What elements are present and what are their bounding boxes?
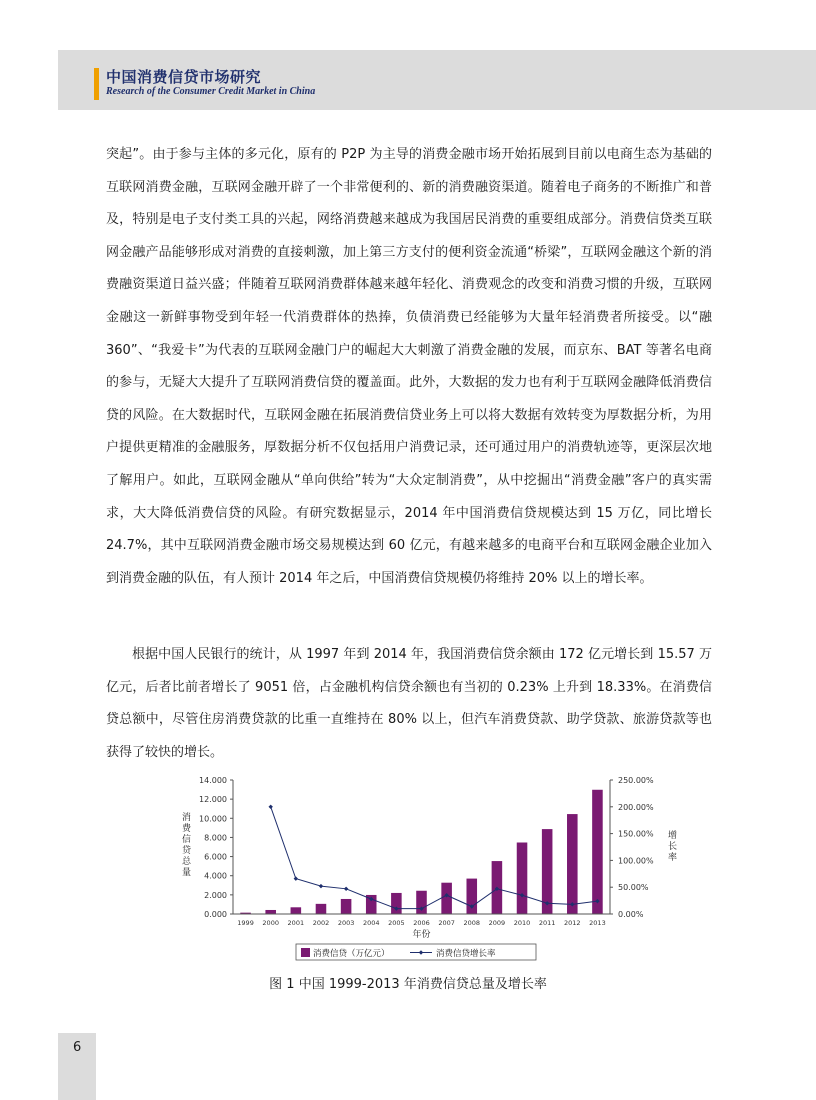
- x-tick-label: 2010: [513, 919, 531, 927]
- y-tick-label: 8.000: [204, 833, 227, 843]
- y-tick-label: 14.000: [199, 776, 227, 785]
- y-tick-label: 12.000: [199, 795, 227, 805]
- header-title-cn: 中国消费信贷市场研究: [106, 68, 262, 86]
- y2-tick-label: 150.00%: [618, 829, 654, 839]
- x-tick-label: 2001: [287, 919, 305, 927]
- bar: [341, 899, 352, 914]
- header-accent-bar: [94, 68, 99, 100]
- paragraph-2: [106, 639, 712, 769]
- x-tick-label: 2013: [589, 919, 606, 927]
- x-tick-label: 2003: [337, 919, 355, 927]
- consumer-credit-chart: [170, 772, 680, 967]
- page-number: 6: [73, 1040, 82, 1055]
- bar: [567, 814, 578, 914]
- y2-axis-label: 增长率: [668, 831, 678, 863]
- chart-svg: [170, 772, 680, 967]
- legend-line-label: 消费信贷增长率: [436, 949, 496, 959]
- chart-legend: [296, 944, 536, 960]
- x-tick-label: 2004: [362, 919, 380, 927]
- bar: [316, 904, 327, 914]
- x-axis-label: 年份: [412, 930, 431, 940]
- y-tick-label: 2.000: [204, 890, 227, 900]
- x-tick-label: 2009: [488, 919, 506, 927]
- paragraph-1: [106, 139, 712, 595]
- growth-point: [294, 876, 298, 880]
- paragraph-2-text: 根据中国人民银行的统计，从 1997 年到 2014 年，我国消费信贷余额由 172 亿元增长到 15.57 万亿元，后者比前者增长了 9051 倍，占金融机构信贷余额也有当初的 0.23% 上升到 18.33%。在消费信贷总额中，尽管住房消费贷款的比重一直维持在 80% 以上，但汽车消费贷款、助学贷款、旅游贷款等也获得了较快的增长。: [106, 647, 712, 760]
- x-tick-label: 2005: [388, 919, 405, 927]
- bar: [265, 910, 276, 914]
- y-tick-label: 6.000: [204, 852, 227, 862]
- growth-point: [319, 884, 323, 888]
- y-tick-label: 4.000: [204, 871, 227, 881]
- legend-bar-label: 消费信贷（万亿元）: [313, 949, 390, 959]
- bar: [291, 907, 302, 914]
- x-tick-label: 2002: [312, 919, 330, 927]
- x-tick-label: 2008: [463, 919, 481, 927]
- y-axis-label: 消费信贷总量: [182, 813, 192, 878]
- y-tick-label: 10.000: [199, 814, 227, 824]
- legend-bar-swatch: [301, 948, 310, 957]
- y2-tick-label: 100.00%: [618, 856, 654, 866]
- growth-point: [269, 805, 273, 809]
- paragraph-1-text: 突起”。由于参与主体的多元化，原有的 P2P 为主导的消费金融市场开始拓展到目前以电商生态为基础的互联网消费金融，互联网金融开辟了一个非常便利的、新的消费融资渠道。随着电子商务的不断推广和普及，特别是电子支付类工具的兴起，网络消费越来越成为我国居民消费的重要组成部分。消费信贷类互联网金融产品能够形成对消费的直接刺激，加上第三方支付的便利资金流通“桥梁”，互联网金融这个新的消费融资渠道日益兴盛；伴随着互联网消费群体越来越年轻化、消费观念的改变和消费习惯的升级，互联网金融这一新鲜事物受到年轻一代消费群体的热捧，负债消费已经能够为大量年轻消费者所接受。以“融 360”、“我爱卡”为代表的互联网金融门户的崛起大大刺激了消费金融的发展，而京东、BAT 等著名电商的参与，无疑大大提升了互联网消费信贷的覆盖面。此外，大数据的发力也有利于互联网金融降低消费信贷的风险。在大数据时代，互联网金融在拓展消费信贷业务上可以将大数据有效转变为厚数据分析，为用户提供更精准的金融服务，厚数据分析不仅包括用户消费记录，还可通过用户的消费轨迹等，更深层次地了解用户。如此，互联网金融从“单向供给”转为“大众定制消费”，从中挖掘出“消费金融”客户的真实需求，大大降低消费信贷的风险。有研究数据显示，2014 年中国消费信贷规模达到 15 万亿，同比增长 24.7%，其中互联网消费金融市场交易规模达到 60 亿元，有越来越多的电商平台和互联网金融企业加入到消费金融的队伍，有人预计 2014 年之后，中国消费信贷规模仍将维持 20% 以上的增长率。: [106, 147, 712, 586]
- bar: [441, 883, 452, 914]
- x-tick-label: 2012: [564, 919, 581, 927]
- y2-tick-label: 200.00%: [618, 802, 654, 812]
- x-tick-label: 2006: [413, 919, 430, 927]
- x-tick-label: 2007: [438, 919, 455, 927]
- y2-tick-label: 50.00%: [618, 883, 649, 893]
- chart-caption: 图 1 中国 1999-2013 年消费信贷总量及增长率: [269, 977, 547, 992]
- growth-point: [344, 887, 348, 891]
- x-tick-label: 2011: [538, 919, 556, 927]
- x-tick-label: 1999: [237, 919, 254, 927]
- y2-tick-label: 0.00%: [618, 910, 644, 919]
- bar: [391, 893, 402, 914]
- bar: [592, 790, 603, 914]
- x-tick-label: 2000: [262, 919, 279, 927]
- bar: [517, 843, 528, 914]
- y-tick-label: 0.000: [204, 910, 227, 919]
- header-title-en: Research of the Consumer Credit Market in China: [106, 86, 316, 97]
- y2-tick-label: 250.00%: [618, 776, 654, 785]
